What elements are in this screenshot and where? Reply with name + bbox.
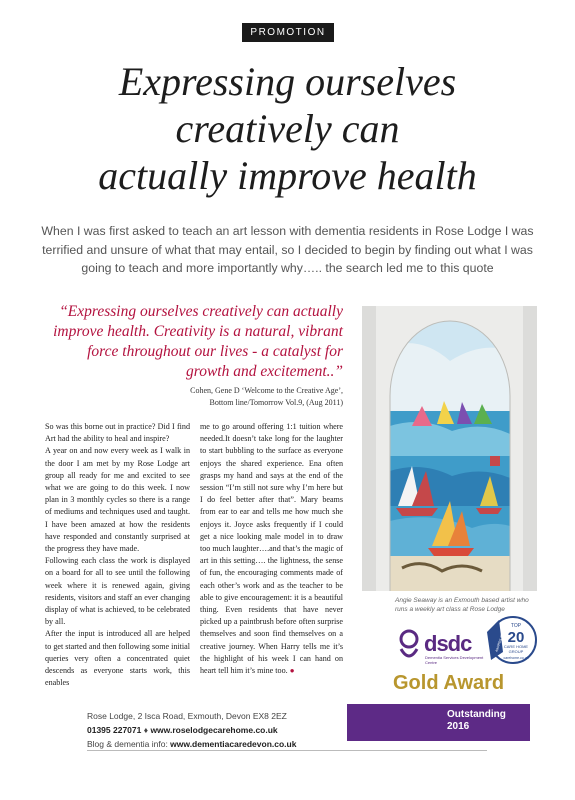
headline bbox=[40, 58, 535, 199]
end-mark: ● bbox=[289, 666, 295, 676]
footer-phone: 01395 227071 bbox=[87, 725, 142, 735]
body-paragraph: After the input is introduced all are helped to get started and then following some initial queries very often a concentrated quiet descends as everyone starts work, this enables bbox=[45, 629, 190, 688]
dsdc-wordmark: dsdc bbox=[424, 631, 472, 656]
outstanding-text bbox=[447, 709, 523, 733]
headline-line-2: creatively can bbox=[175, 106, 400, 151]
headline-line-1: Expressing ourselves bbox=[118, 59, 457, 104]
top20-award-badge bbox=[485, 612, 537, 668]
top20-ribbon: AWARDS 2016 bbox=[494, 630, 506, 653]
citation-line-2: Bottom line/Tomorrow Vol.9, (Aug 2011) bbox=[209, 398, 343, 407]
top20-number: 20 bbox=[507, 629, 525, 646]
footer-blog-label: Blog & dementia info: bbox=[87, 739, 171, 749]
body-text: me to go around offering 1:1 tuition where needed.It doesn’t take long for the laughter to start bubbling to the surface as everyone enjoys the shared experience. Ena often grasps my hand and says at the end of the session “I’m still not sure why I’m here but I do feel better after that”. Mary beams from ear to ear and tells me how much she enjoys it. Joyce asks frequently if I could get a nice looking male model in to draw too much laughter….and that’s the magic of art in this setting…. the lightness, the sense of fun, the encouraging comments made of each other’s work and as the teacher to be able to give encouragement: it is a beautiful thing. Even residents that have never picked up a paintbrush before often surprise themselves and soon find themselves on a creative journey. When Harry tells me it’s the highlight of his week I can hand on heart tell him it’s mine too. bbox=[200, 422, 343, 676]
footer-contact bbox=[87, 709, 296, 751]
footer-address: Rose Lodge, 2 Isca Road, Exmouth, Devon EX8 2EZ bbox=[87, 711, 287, 721]
citation-line-1: Cohen, Gene D ‘Welcome to the Creative Age’, bbox=[190, 386, 343, 395]
body-paragraph: So was this borne out in practice? Did I find Art had the ability to heal and inspire? bbox=[45, 422, 190, 444]
pull-quote: “Expressing ourselves creatively can actually improve health. Creativity is a natural, vibrant force throughout our lives - a catalyst for growth and excitement..” bbox=[53, 303, 343, 380]
footer-blog bbox=[87, 737, 296, 751]
footer-website-link[interactable]: www.roselodgecarehome.co.uk bbox=[150, 725, 278, 735]
gold-award: Gold Award bbox=[393, 672, 505, 694]
top20-badge-icon bbox=[485, 612, 537, 668]
footer-phone-web bbox=[87, 723, 296, 737]
outstanding-line-2: 2016 bbox=[447, 721, 470, 732]
footer-separator: ♦ bbox=[141, 725, 151, 735]
footer-divider bbox=[87, 750, 487, 751]
footer-blog-link[interactable]: www.dementiacaredevon.co.uk bbox=[170, 739, 297, 749]
dsdc-subtitle: Dementia Services Development Centre bbox=[425, 655, 484, 665]
intro-paragraph: When I was first asked to teach an art lesson with dementia residents in Rose Lodge I was terrified and unsure of what that may entail, so I decided to begin by finding out what I was going to teach and more importantly why….. the search led me to this quote bbox=[41, 224, 534, 275]
outstanding-line-1: Outstanding bbox=[447, 709, 506, 720]
top20-site: carehome.co.uk bbox=[503, 656, 529, 660]
outstanding-badge bbox=[347, 704, 530, 741]
top20-subtitle-1: CARE HOME bbox=[503, 644, 529, 649]
painting-illustration bbox=[362, 306, 537, 591]
quote-citation bbox=[100, 385, 343, 409]
body-column-2 bbox=[200, 421, 343, 677]
headline-line-3: actually improve health bbox=[98, 153, 477, 198]
dsdc-emblem-icon bbox=[395, 629, 423, 663]
body-paragraph: Following each class the work is displayed on a board for all to see until the following week where it is renewed again, giving residents, visitors and staff an ever changing display of what is achieved, to be celebrated by all. bbox=[45, 556, 190, 627]
body-paragraph: A year on and now every week as I walk in the door I am met by my Rose Lodge art group all ready for me and excited to see what we are going to do this week. I now plan in 3 monthly cycles so there is a range of mediums and techniques used and taught. I have been amazed at how the residents have responded and constantly surprised at the progress they have made. bbox=[45, 446, 190, 554]
top20-subtitle-2: GROUP bbox=[508, 649, 524, 654]
body-column-1 bbox=[45, 421, 190, 689]
painting-image bbox=[362, 306, 537, 591]
section-label: PROMOTION bbox=[242, 23, 334, 42]
top20-top-text: TOP bbox=[510, 623, 522, 629]
body-paragraph bbox=[200, 421, 343, 677]
dsdc-logo bbox=[395, 629, 485, 669]
painting-caption: Angie Seaway is an Exmouth based artist who runs a weekly art class at Rose Lodge bbox=[395, 597, 529, 613]
